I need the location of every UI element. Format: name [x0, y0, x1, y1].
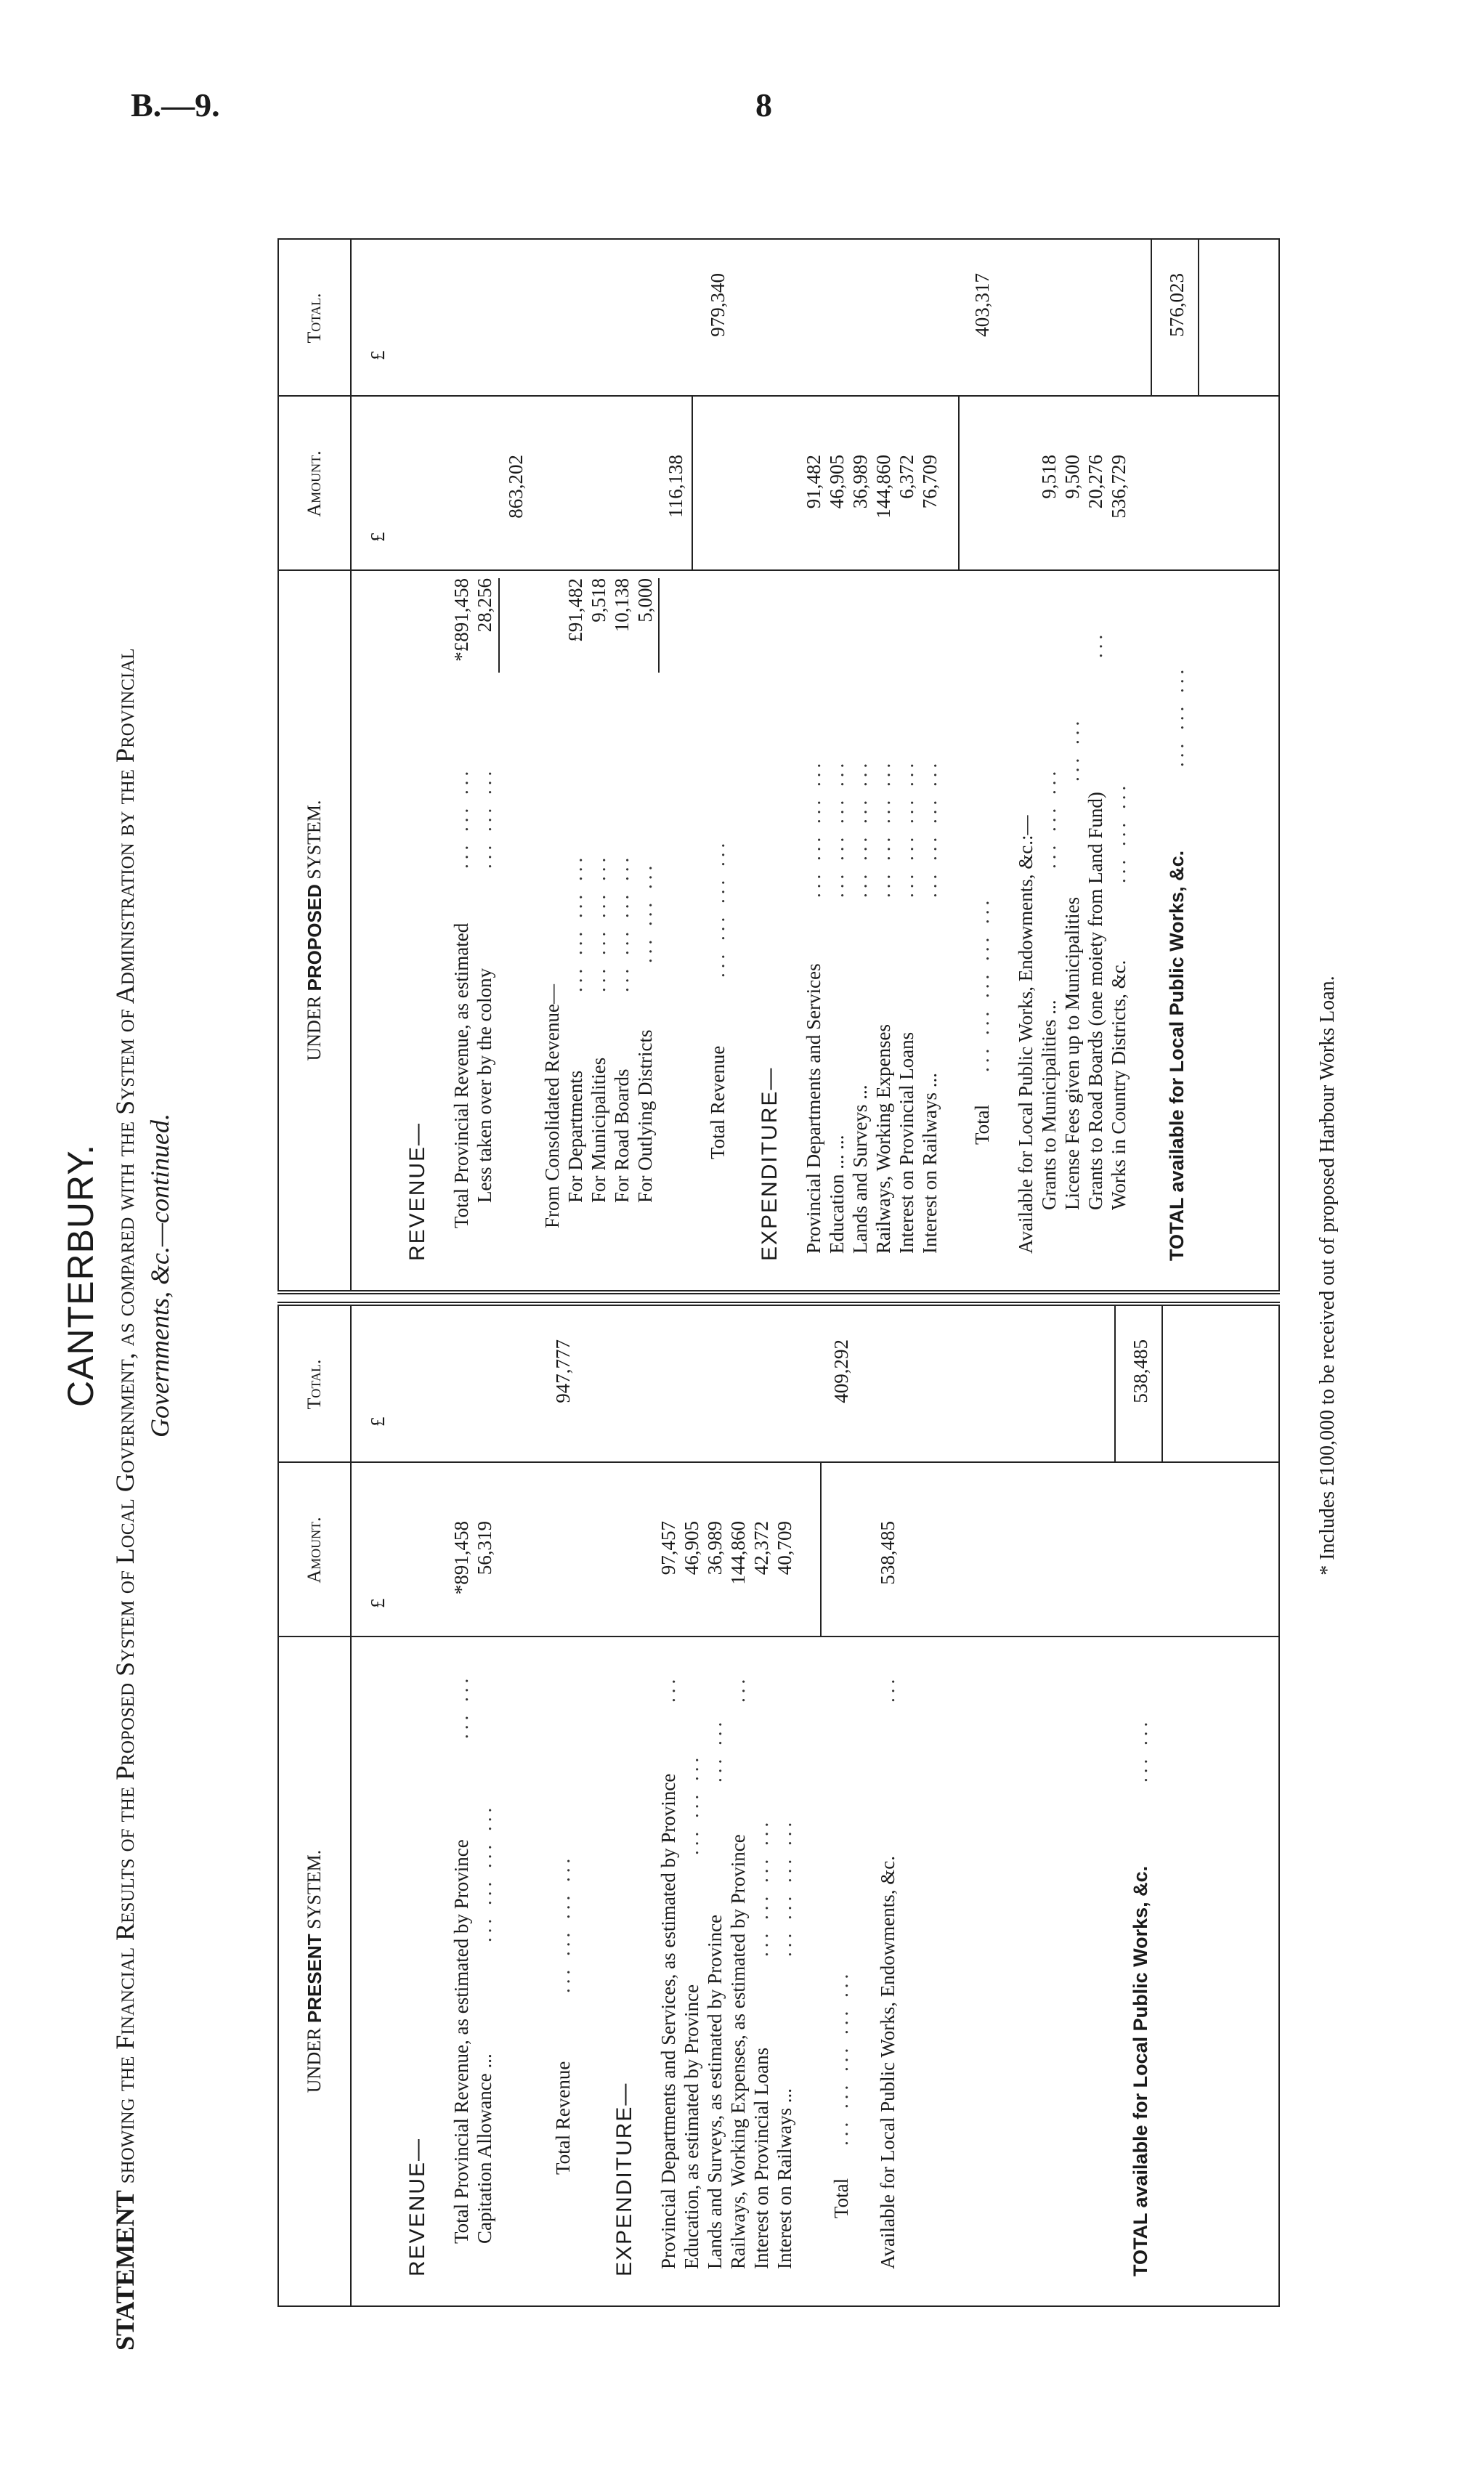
proposed-total-rule-top	[1151, 240, 1152, 397]
proposed-rev-sub-2: 28,256	[473, 578, 495, 633]
present-exp-amount-1: 97,457	[657, 1521, 679, 1575]
present-revenue-label: REVENUE—	[405, 2137, 429, 2276]
present-total-public: 538,485	[1129, 1339, 1151, 1403]
proposed-rev-net: 863,202	[504, 455, 527, 519]
proposed-cons-sub-1: £91,482	[564, 578, 586, 642]
proposed-total-revenue-label: Total Revenue	[706, 1045, 729, 1159]
present-rev-item-2: Capitation Allowance ...	[473, 2053, 495, 2244]
proposed-total-revenue: 979,340	[706, 273, 729, 337]
present-col-divider-2	[279, 1461, 1278, 1463]
proposed-cons-sub-3: 10,138	[610, 578, 633, 633]
present-amount-currency: £	[366, 1598, 389, 1608]
present-exp-amount-2: 46,905	[680, 1521, 702, 1575]
proposed-exp-dots-3: ... ... ... ...	[848, 758, 871, 898]
proposed-cons-item-1: For Departments	[564, 1070, 586, 1203]
present-total-rule-top	[1114, 1306, 1116, 1463]
proposed-exp-dots-6: ... ... ... ...	[918, 758, 941, 898]
present-exp-item-6: Interest on Railways ...	[773, 2088, 795, 2269]
proposed-avail-dots-1: ... ... ...	[1037, 766, 1060, 869]
present-exp-amount-4: 144,860	[726, 1521, 749, 1585]
present-rev-dots-2: ... ... ... ...	[473, 1803, 495, 1942]
present-total-revenue: 947,777	[551, 1339, 574, 1403]
label: TOTAL available for Local Public Works, &c.	[1165, 850, 1188, 1261]
proposed-total-exp: 403,317	[970, 273, 993, 337]
present-header	[279, 1637, 352, 2305]
present-available-label: Available for Local Public Works, Endowments, &c.	[876, 1856, 899, 2269]
present-rev-dots-1: ... ...	[450, 1674, 472, 1739]
present-available-amount: 538,485	[876, 1521, 899, 1585]
proposed-avail-item-4: Works in Country Districts, &c.	[1107, 960, 1130, 1210]
present-total-header: Total.	[279, 1306, 352, 1463]
proposed-total-public: 576,023	[1165, 273, 1188, 337]
proposed-col-divider-1	[279, 569, 1278, 571]
proposed-cons-item-4: For Outlying Districts	[633, 1029, 656, 1203]
present-rev-amount-1: *891,458	[450, 1521, 472, 1595]
proposed-avail-amount-3: 20,276	[1084, 455, 1106, 509]
proposed-rev-item-2: Less taken over by the colony	[473, 968, 495, 1203]
proposed-total-currency: £	[366, 350, 389, 360]
proposed-avail-amount-1: 9,518	[1037, 455, 1060, 499]
present-exp-item-3: Lands and Surveys, as estimated by Province	[703, 1914, 726, 2269]
proposed-header-bold: PROPOSED	[303, 884, 325, 991]
present-header-post: SYSTEM.	[303, 1849, 325, 1929]
proposed-rev-sub-rule	[498, 578, 500, 673]
statement-line-1	[108, 77, 142, 2474]
present-total-public-dots: ... ...	[1129, 1717, 1151, 1783]
proposed-available-label: Available for Local Public Works, Endowments, &c.:—	[1014, 815, 1037, 1254]
present-expenditure-label: EXPENDITURE—	[612, 2082, 636, 2276]
proposed-exp-dots-5: ... ... ... ...	[895, 758, 917, 898]
present-exp-dots-6: ... ... ... ...	[773, 1817, 795, 1957]
proposed-cons-sub-rule	[658, 578, 660, 673]
proposed-exp-item-1: Provincial Departments and Services	[802, 963, 824, 1254]
proposed-exp-item-3: Lands and Surveys ...	[848, 1084, 871, 1254]
present-exp-item-4: Railways, Working Expenses, as estimated by Province	[726, 1834, 749, 2269]
proposed-cons-item-3: For Road Boards	[610, 1068, 633, 1203]
present-total-revenue-label: Total Revenue	[551, 2061, 574, 2175]
proposed-avail-amount-2: 9,500	[1061, 455, 1083, 499]
proposed-exp-amount-2: 46,905	[825, 455, 848, 509]
present-rev-item-1	[450, 1839, 473, 2244]
proposed-avail-dots-4: ... ... ...	[1107, 781, 1130, 883]
proposed-amount-currency: £	[366, 532, 389, 542]
proposed-header-pre: UNDER	[303, 995, 325, 1061]
present-exp-amount-6: 40,709	[773, 1521, 795, 1575]
present-exp-amount-3: 36,989	[703, 1521, 726, 1575]
present-exp-item-2: Education, as estimated by Province	[680, 1984, 702, 2269]
present-exp-dots-3: ... ...	[703, 1717, 726, 1783]
present-exp-dots-5: ... ... ... ...	[750, 1817, 772, 1957]
present-total-rule-bottom	[1161, 1306, 1163, 1463]
present-total-exp-label: Total	[830, 2178, 852, 2218]
present-total-exp: 409,292	[830, 1339, 852, 1403]
proposed-total-public-dots: ... ... ...	[1165, 665, 1188, 767]
proposed-avail-item-1: Grants to Municipalities ...	[1037, 999, 1060, 1210]
present-exp-item-5: Interest on Provincial Loans	[750, 2047, 772, 2269]
proposed-rev-dots-2: ... ... ...	[473, 766, 495, 869]
proposed-revenue-label: REVENUE—	[405, 1122, 429, 1261]
proposed-header	[279, 571, 352, 1290]
proposed-cons-sub-4: 5,000	[633, 578, 656, 622]
proposed-total-revenue-dots: ... ... ... ...	[706, 838, 729, 978]
proposed-system-table	[277, 238, 1280, 1291]
double-rule-separator	[277, 1293, 1280, 1303]
proposed-cons-sub-2: 9,518	[587, 578, 609, 622]
proposed-cons-item-2: For Municipalities	[587, 1057, 609, 1203]
present-rev-amount-2: 56,319	[473, 1521, 495, 1575]
proposed-subtotal-rule	[958, 397, 960, 571]
proposed-consolidated-amount: 116,138	[664, 455, 686, 518]
proposed-avail-item-3: Grants to Road Boards (one moiety from Land Fund)	[1084, 792, 1106, 1210]
proposed-consolidated-label: From Consolidated Revenue—	[540, 984, 563, 1228]
proposed-exp-amount-5: 6,372	[895, 455, 917, 499]
present-available-dots: ...	[876, 1674, 899, 1703]
present-total-revenue-dots: ... ... ... ...	[551, 1854, 574, 1993]
proposed-exp-amount-6: 76,709	[918, 455, 941, 509]
present-exp-amount-5: 42,372	[750, 1521, 772, 1575]
proposed-exp-amount-3: 36,989	[848, 455, 871, 509]
proposed-total-header: Total.	[279, 240, 352, 397]
present-subtotal-rule	[820, 1463, 822, 1637]
proposed-total-exp-label: Total	[970, 1104, 993, 1145]
proposed-col-divider-2	[279, 395, 1278, 397]
proposed-header-post: SYSTEM.	[303, 800, 325, 880]
proposed-avail-dots-3: ...	[1084, 630, 1106, 658]
proposed-rev-sub-1: *£891,458	[450, 578, 472, 662]
statement-title	[60, 77, 256, 2474]
proposed-rev-item-1: Total Provincial Revenue, as estimated	[450, 922, 472, 1228]
proposed-amount-header: Amount.	[279, 397, 352, 571]
proposed-total-public-label	[1165, 851, 1188, 1261]
proposed-exp-dots-1: ... ... ... ...	[802, 758, 824, 898]
proposed-exp-dots-4: ... ... ... ...	[872, 758, 894, 898]
proposed-exp-amount-1: 91,482	[802, 455, 824, 509]
present-total-public-label	[1129, 1866, 1152, 2276]
proposed-exp-item-6: Interest on Railways ...	[918, 1073, 941, 1254]
heading-canterbury: CANTERBURY.	[60, 1143, 101, 1408]
proposed-expenditure-label: EXPENDITURE—	[757, 1066, 782, 1261]
proposed-avail-dots-2: ... ...	[1061, 716, 1083, 782]
proposed-exp-amount-4: 144,860	[872, 455, 894, 519]
proposed-cons-dots-2: ... ... ... ...	[587, 853, 609, 992]
present-header-pre: UNDER	[303, 2027, 325, 2093]
present-amount-header: Amount.	[279, 1463, 352, 1637]
proposed-cons-dots-4: ... ... ...	[633, 861, 656, 963]
statement-word: STATEMENT	[110, 2190, 139, 2351]
rotated-statement	[60, 77, 1425, 2474]
proposed-avail-amount-4: 536,729	[1107, 455, 1130, 519]
present-exp-item-1: Provincial Departments and Services, as estimated by Province	[657, 1773, 679, 2269]
page-number: 8	[755, 86, 772, 123]
label: TOTAL available for Local Public Works, &c.	[1129, 1865, 1151, 2276]
proposed-cons-dots-1: ... ... ... ...	[564, 853, 586, 992]
present-total-currency: £	[366, 1416, 389, 1427]
statement-text: showing the Financial Results of the Proposed System of Local Government, as compared with the System of Administration by the Provincial	[110, 648, 139, 2184]
proposed-total-exp-dots: ... ... ... ... ...	[970, 896, 993, 1072]
proposed-total-rule-bottom	[1198, 240, 1199, 397]
proposed-rev-dots-1: ... ... ...	[450, 766, 472, 869]
label: Total Provincial Revenue, as estimated by Province	[450, 1839, 472, 2244]
proposed-exp-item-4: Railways, Working Expenses	[872, 1023, 894, 1254]
statement-line-2: Governments, &c.—continued.	[145, 1114, 174, 1437]
present-exp-dots-4: ...	[726, 1674, 749, 1703]
present-exp-dots-2: ... ... ...	[680, 1753, 702, 1855]
footnote: * Includes £100,000 to be received out of proposed Harbour Works Loan.	[1315, 976, 1339, 1575]
present-col-divider-1	[279, 1636, 1278, 1637]
proposed-exp-item-2: Education ... ...	[825, 1135, 848, 1254]
present-header-bold: PRESENT	[303, 1934, 325, 2024]
proposed-cons-dots-3: ... ... ... ...	[610, 853, 633, 992]
proposed-exp-item-5: Interest on Provincial Loans	[895, 1031, 917, 1254]
document-reference: B.—9.	[131, 86, 220, 123]
proposed-exp-dots-2: ... ... ... ...	[825, 758, 848, 898]
present-exp-dots-1: ...	[657, 1674, 679, 1703]
proposed-revenue-rule	[692, 397, 693, 571]
proposed-avail-item-2: License Fees given up to Municipalities	[1061, 896, 1083, 1210]
present-total-exp-dots: ... ... ... ... ...	[830, 1969, 852, 2146]
present-system-table	[277, 1305, 1280, 2307]
